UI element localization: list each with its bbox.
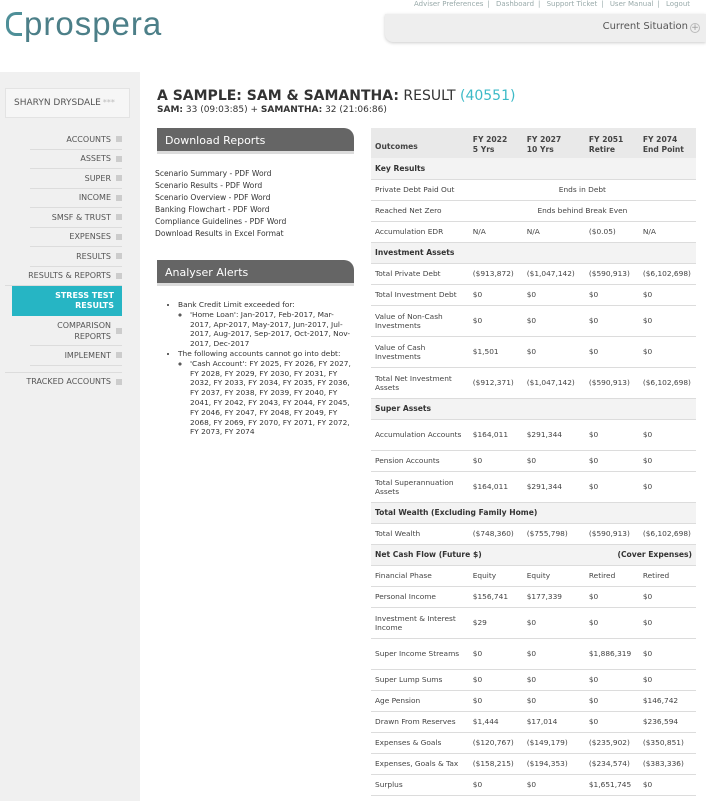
table-cell: Accumulation Accounts: [371, 419, 469, 450]
table-cell: $177,339: [523, 586, 585, 607]
table-cell: ($6,102,698): [639, 523, 696, 544]
table-cell: Reached Net Zero: [371, 200, 469, 221]
table-row: [371, 690, 696, 711]
table-cell: ($350,851): [639, 732, 696, 753]
table-row: [371, 179, 696, 200]
sidebar-item-label: TRACKED ACCOUNTS: [26, 377, 111, 387]
top-links: Adviser Preferences | Dashboard | Support Ticket | User Manual | Logout: [414, 0, 690, 8]
sidebar-item-label: ASSETS: [80, 154, 111, 164]
samantha-age: 32 (21:06:86): [322, 105, 387, 115]
table-row: [371, 450, 696, 471]
sidebar-item-expenses[interactable]: [30, 228, 122, 248]
table-cell: Super Income Streams: [371, 638, 469, 669]
table-row: [371, 336, 696, 367]
sam-label: SAM:: [157, 105, 184, 115]
table-cell: Value of Non-Cash Investments: [371, 305, 469, 336]
link-dashboard[interactable]: Dashboard: [496, 0, 535, 8]
table-cell: $291,344: [523, 471, 585, 502]
link-download-excel[interactable]: Download Results in Excel Format: [155, 229, 284, 238]
table-cell: $0: [469, 774, 523, 795]
table-row: [371, 565, 696, 586]
logo-mark-icon: [6, 12, 22, 36]
table-cell: ($6,102,698): [639, 367, 696, 398]
column-header: Outcomes: [371, 128, 469, 158]
link-compliance-guidelines[interactable]: Compliance Guidelines - PDF Word: [155, 217, 287, 226]
table-cell: Private Debt Paid Out: [371, 179, 469, 200]
link-adviser-preferences[interactable]: Adviser Preferences: [414, 0, 484, 8]
sidebar-item-results[interactable]: [30, 247, 122, 267]
table-cell: $0: [639, 669, 696, 690]
table-cell: $0: [639, 586, 696, 607]
results-table: [371, 128, 696, 796]
table-cell: Retired: [639, 565, 696, 586]
square-icon: [116, 379, 122, 385]
current-situation-label: Current Situation: [602, 21, 688, 32]
table-row: [371, 753, 696, 774]
link-logout[interactable]: Logout: [666, 0, 690, 8]
sidebar-item-label: ACCOUNTS: [66, 134, 111, 144]
table-cell: N/A: [469, 221, 523, 242]
table-cell: ($1,047,142): [523, 367, 585, 398]
table-cell: $1,501: [469, 336, 523, 367]
download-reports-list: [155, 168, 286, 240]
sidebar-item-label: STRESS TEST: [55, 291, 114, 300]
column-header: FY 2022 5 Yrs: [469, 128, 523, 158]
table-row: [371, 221, 696, 242]
table-cell: $0: [585, 450, 639, 471]
page-subtitle: [157, 105, 387, 115]
analyser-alerts-list: [166, 300, 354, 437]
table-row: [371, 774, 696, 795]
table-cell: $0: [585, 419, 639, 450]
advisor-stars: ***: [102, 98, 115, 107]
table-cell: ($120,767): [469, 732, 523, 753]
link-scenario-overview[interactable]: Scenario Overview - PDF Word: [155, 193, 271, 202]
table-cell: ($748,360): [469, 523, 523, 544]
alert-item: [178, 300, 354, 349]
table-row: [371, 471, 696, 502]
table-row: [371, 398, 696, 419]
sidebar-item-label: SUPER: [84, 173, 111, 183]
table-row: [371, 158, 696, 179]
square-icon: [116, 136, 122, 142]
sidebar-item-label: IMPLEMENT: [64, 350, 111, 360]
sidebar-item-label: [57, 320, 111, 342]
table-cell: Financial Phase: [371, 565, 469, 586]
plus-icon: +: [691, 23, 699, 33]
table-cell: ($913,872): [469, 263, 523, 284]
sam-age: 33 (09:03:85) +: [183, 105, 261, 115]
sidebar-item-label: INCOME: [78, 193, 111, 203]
table-cell: $29: [469, 607, 523, 638]
table-cell: $0: [469, 450, 523, 471]
table-cell: Equity: [469, 565, 523, 586]
table-cell: $291,344: [523, 419, 585, 450]
table-row: [371, 200, 696, 221]
table-cell: $17,014: [523, 711, 585, 732]
column-header: FY 2027 10 Yrs: [523, 128, 585, 158]
results-table-header: [371, 128, 696, 158]
link-scenario-summary[interactable]: Scenario Summary - PDF Word: [155, 169, 272, 178]
table-cell: ($912,371): [469, 367, 523, 398]
table-cell: $0: [585, 471, 639, 502]
table-cell: $156,741: [469, 586, 523, 607]
table-cell: N/A: [523, 221, 585, 242]
table-row: [371, 586, 696, 607]
table-row: [371, 711, 696, 732]
sidebar-item-label: RESULTS & REPORTS: [28, 271, 111, 281]
table-cell: Total Wealth: [371, 523, 469, 544]
table-cell: (Cover Expenses): [585, 544, 696, 565]
table-cell: ($194,353): [523, 753, 585, 774]
alert-text: The following accounts cannot go into debt:: [178, 348, 341, 358]
title-client: A SAMPLE: SAM & SAMANTHA:: [157, 88, 399, 104]
table-cell: $0: [523, 669, 585, 690]
table-cell: $0: [585, 336, 639, 367]
table-cell: $0: [523, 336, 585, 367]
alert-subitem: ◦ 'Home Loan': Jan-2017, Feb-2017, Mar-2017, Apr-2017, May-2017, Jun-2017, Jul-2017, Aug-2017, Sep-2017, Oct-2017, Nov-2017, Dec-2017: [190, 310, 354, 349]
table-cell: $0: [523, 450, 585, 471]
table-cell: $164,011: [469, 419, 523, 450]
square-icon: [116, 214, 122, 220]
table-cell: Total Investment Debt: [371, 284, 469, 305]
advisor-name-box[interactable]: [5, 88, 130, 118]
table-cell: Expenses & Goals: [371, 732, 469, 753]
link-support-ticket[interactable]: Support Ticket: [546, 0, 598, 8]
table-cell: $0: [585, 607, 639, 638]
table-cell: $0: [639, 305, 696, 336]
table-cell: ($6,102,698): [639, 263, 696, 284]
square-icon: [116, 253, 122, 259]
table-cell: Ends behind Break Even: [469, 200, 696, 221]
table-cell: Drawn From Reserves: [371, 711, 469, 732]
link-scenario-results[interactable]: Scenario Results - PDF Word: [155, 181, 263, 190]
table-cell: ($590,913): [585, 367, 639, 398]
sidebar-item-smsf-trust[interactable]: [30, 208, 122, 228]
sidebar-item-label: SMSF & TRUST: [51, 212, 111, 222]
sidebar-nav: [0, 130, 140, 391]
table-cell: Total Net Investment Assets: [371, 367, 469, 398]
table-cell: Retired: [585, 565, 639, 586]
table-cell: Key Results: [371, 158, 696, 179]
table-cell: ($234,574): [585, 753, 639, 774]
sidebar-item-results-reports[interactable]: [5, 267, 122, 287]
table-cell: ($383,336): [639, 753, 696, 774]
alert-text: Bank Credit Limit exceeded for:: [178, 300, 295, 309]
table-row: [371, 305, 696, 336]
square-icon: [116, 195, 122, 201]
sidebar-item-super[interactable]: [30, 169, 122, 189]
table-row: [371, 419, 696, 450]
table-cell: $0: [469, 284, 523, 305]
table-cell: $0: [639, 607, 696, 638]
table-cell: $1,886,319: [585, 638, 639, 669]
table-row: [371, 242, 696, 263]
label-line-2: REPORTS: [74, 331, 111, 341]
table-cell: $0: [585, 305, 639, 336]
table-row: [371, 544, 696, 565]
table-cell: $0: [469, 669, 523, 690]
title-result: RESULT: [398, 88, 460, 104]
table-cell: N/A: [639, 221, 696, 242]
alert-subitem: ◦ 'Cash Account': FY 2025, FY 2026, FY 2027, FY 2028, FY 2029, FY 2030, FY 2031, FY 2032, FY 2033, FY 2034, FY 2035, FY 2036, FY 2037, FY 2038, FY 2039, FY 2040, FY 2041, FY 2042, FY 2043, FY 2044, FY 2045, FY 2046, FY 2047, FY 2048, FY 2049, FY 2068, FY 2069, FY 2070, FY 2071, FY 2072, FY 2073, FY 2074: [190, 359, 354, 437]
square-icon: [116, 273, 122, 279]
table-cell: $0: [523, 607, 585, 638]
table-row: [371, 523, 696, 544]
table-cell: Age Pension: [371, 690, 469, 711]
sidebar-item-comparison-reports[interactable]: [30, 316, 122, 346]
sidebar-item-accounts[interactable]: [30, 130, 122, 150]
table-cell: $0: [469, 690, 523, 711]
table-cell: Total Private Debt: [371, 263, 469, 284]
table-cell: $0: [639, 450, 696, 471]
current-situation-tab[interactable]: [385, 14, 706, 42]
table-cell: Super Assets: [371, 398, 696, 419]
table-cell: Value of Cash Investments: [371, 336, 469, 367]
table-cell: Equity: [523, 565, 585, 586]
table-row: [371, 607, 696, 638]
table-cell: Accumulation EDR: [371, 221, 469, 242]
table-row: [371, 502, 696, 523]
column-header: FY 2074 End Point: [639, 128, 696, 158]
table-cell: $0: [585, 711, 639, 732]
table-cell: Surplus: [371, 774, 469, 795]
square-icon: [116, 352, 122, 358]
prospera-logo[interactable]: [6, 6, 162, 42]
table-cell: $236,594: [639, 711, 696, 732]
table-cell: $0: [639, 638, 696, 669]
link-banking-flowchart[interactable]: Banking Flowchart - PDF Word: [155, 205, 270, 214]
square-icon: [116, 156, 122, 162]
download-reports-header: Download Reports: [157, 128, 354, 154]
table-cell: Net Cash Flow (Future $): [371, 544, 585, 565]
sidebar-item-income[interactable]: [30, 189, 122, 209]
title-number: (40551): [459, 88, 516, 104]
table-cell: Total Wealth (Excluding Family Home): [371, 502, 696, 523]
table-cell: $0: [523, 638, 585, 669]
logo-wordmark: prospera: [24, 5, 163, 42]
table-row: [371, 263, 696, 284]
page-title: [157, 88, 515, 104]
table-cell: ($1,047,142): [523, 263, 585, 284]
table-cell: Super Lump Sums: [371, 669, 469, 690]
table-cell: Ends in Debt: [469, 179, 696, 200]
samantha-label: SAMANTHA:: [260, 105, 323, 115]
table-cell: $0: [523, 305, 585, 336]
table-cell: $1,651,745: [585, 774, 639, 795]
table-cell: Expenses, Goals & Tax: [371, 753, 469, 774]
sidebar-item-tracked-accounts[interactable]: [5, 372, 122, 392]
table-cell: Pension Accounts: [371, 450, 469, 471]
table-row: [371, 638, 696, 669]
square-icon: [116, 234, 122, 240]
table-cell: Total Superannuation Assets: [371, 471, 469, 502]
table-cell: $0: [523, 284, 585, 305]
label-line-1: COMPARISON: [57, 320, 111, 330]
table-cell: $0: [585, 669, 639, 690]
sidebar-item-implement[interactable]: [30, 346, 122, 366]
table-cell: $0: [585, 284, 639, 305]
column-header: FY 2051 Retire: [585, 128, 639, 158]
advisor-name: SHARYN DRYSDALE: [14, 98, 101, 108]
table-cell: ($590,913): [585, 523, 639, 544]
sidebar-item-assets[interactable]: [30, 150, 122, 170]
table-cell: $164,011: [469, 471, 523, 502]
alert-item: [178, 349, 354, 437]
table-cell: $0: [639, 336, 696, 367]
table-cell: $0: [639, 284, 696, 305]
table-cell: $1,444: [469, 711, 523, 732]
sidebar-item-label: RESULTS: [76, 251, 111, 261]
sidebar-item-label: RESULTS: [75, 301, 114, 310]
table-cell: $0: [523, 690, 585, 711]
table-row: [371, 284, 696, 305]
table-cell: Personal Income: [371, 586, 469, 607]
sidebar-item-stress-test-results[interactable]: [12, 286, 122, 316]
square-icon: [116, 175, 122, 181]
table-cell: Investment & Interest Income: [371, 607, 469, 638]
table-cell: $0: [639, 419, 696, 450]
table-cell: ($0.05): [585, 221, 639, 242]
table-cell: $0: [585, 586, 639, 607]
square-icon: [116, 328, 122, 334]
table-cell: $0: [639, 774, 696, 795]
link-user-manual[interactable]: User Manual: [609, 0, 654, 8]
table-cell: $0: [469, 305, 523, 336]
table-cell: ($149,179): [523, 732, 585, 753]
table-cell: ($755,798): [523, 523, 585, 544]
table-cell: $0: [523, 774, 585, 795]
table-cell: $0: [585, 690, 639, 711]
analyser-alerts-header: Analyser Alerts: [157, 260, 354, 286]
table-cell: $0: [639, 471, 696, 502]
table-cell: ($235,902): [585, 732, 639, 753]
results-table-body: [371, 158, 696, 795]
sidebar: [0, 72, 140, 801]
sidebar-item-label: EXPENSES: [69, 232, 111, 242]
table-row: [371, 367, 696, 398]
table-cell: ($158,215): [469, 753, 523, 774]
table-cell: $0: [469, 638, 523, 669]
table-cell: $146,742: [639, 690, 696, 711]
table-row: [371, 732, 696, 753]
table-row: [371, 669, 696, 690]
table-cell: ($590,913): [585, 263, 639, 284]
table-cell: Investment Assets: [371, 242, 696, 263]
